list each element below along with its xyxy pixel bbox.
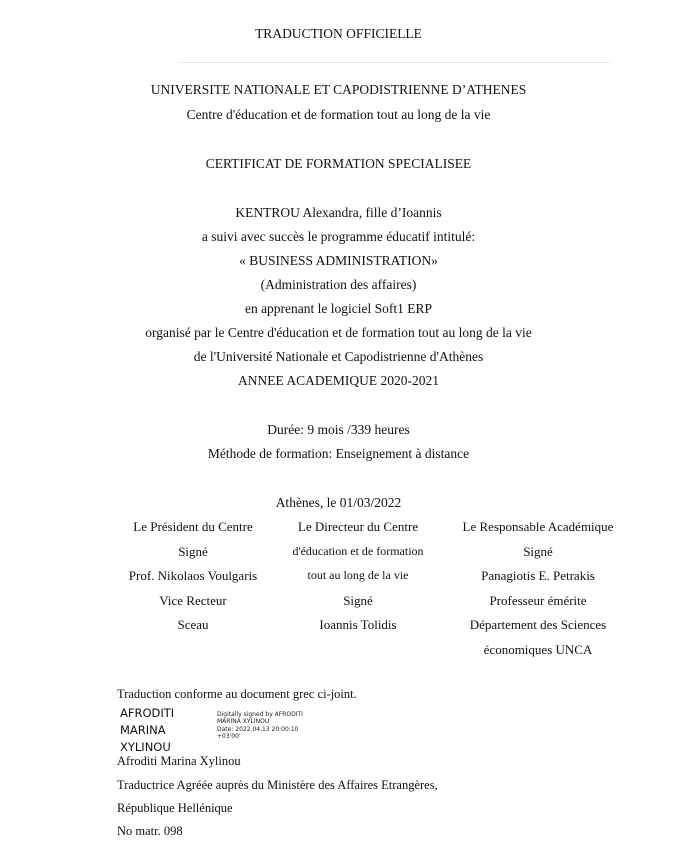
signatory-name: Ioannis Tolidis <box>319 617 397 632</box>
signatory-role: Le Responsable Académique <box>462 519 614 534</box>
signature-signer <box>120 705 174 756</box>
signature-detail-line: MARINA XYLINOU <box>217 718 270 726</box>
place-date: Athènes, le 01/03/2022 <box>275 495 402 510</box>
signatory-role: Le Directeur du Centre <box>297 519 419 534</box>
signatory-role: Le Président du Centre <box>133 519 253 534</box>
software-line: en apprenant le logiciel Soft1 ERP <box>244 301 433 316</box>
signed-label: Signé <box>523 543 553 559</box>
translator-country: République Hellénique <box>117 801 233 815</box>
translator-title: Traductrice Agréée auprès du Ministère des Affaires Etrangères, <box>117 778 438 792</box>
signatory-title: Vice Recteur <box>159 592 227 608</box>
training-method: Méthode de formation: Enseignement à distance <box>207 446 470 461</box>
signatory-academic <box>448 519 628 666</box>
programme-translation: (Administration des affaires) <box>260 277 417 292</box>
university-name: UNIVERSITE NATIONALE ET CAPODISTRIENNE D’ATHENES <box>150 82 527 97</box>
department-line: économiques UNCA <box>483 641 593 657</box>
certificate-title: CERTIFICAT DE FORMATION SPECIALISEE <box>205 156 472 171</box>
signatory-role-cont: d'éducation et de formation <box>292 543 424 558</box>
signed-label: Signé <box>178 543 208 559</box>
translator-registration: No matr. 098 <box>117 824 183 838</box>
signatory-name: Prof. Nikolaos Voulgaris <box>128 568 258 583</box>
signatory-title: Professeur émérite <box>489 592 587 608</box>
signature-detail-line: Digitally signed by AFRODITI <box>217 711 303 718</box>
translation-title: TRADUCTION OFFICIELLE <box>255 26 422 41</box>
duration: Durée: 9 mois /339 heures <box>267 422 410 437</box>
seal-label: Sceau <box>177 617 209 632</box>
translation-conformity: Traduction conforme au document grec ci-joint. <box>117 687 357 701</box>
recipient-line: KENTROU Alexandra, fille d’Ioannis <box>235 205 442 220</box>
digital-signature <box>120 705 370 753</box>
organiser-line: organisé par le Centre d'éducation et de formation tout au long de la vie <box>145 325 532 340</box>
signature-detail-line: +03'00' <box>217 733 241 741</box>
signature-line: MARINA <box>120 723 166 737</box>
signed-label: Signé <box>343 592 373 608</box>
academic-year: ANNEE ACADEMIQUE 2020-2021 <box>238 373 439 388</box>
signatory-president <box>118 519 268 642</box>
completion-line: a suivi avec succès le programme éducatif intitulé: <box>201 229 476 244</box>
programme-name: « BUSINESS ADMINISTRATION» <box>239 253 438 268</box>
signatory-name: Panagiotis E. Petrakis <box>481 568 595 583</box>
signatory-role-cont: tout au long de la vie <box>307 568 409 582</box>
translator-name: Afroditi Marina Xylinou <box>117 754 241 768</box>
signature-line: AFRODITI <box>120 706 175 720</box>
signature-detail-line: Date: 2022.04.13 20:00:10 <box>217 725 299 733</box>
signature-line: XYLINOU <box>120 740 171 754</box>
department-line: Département des Sciences <box>469 617 607 632</box>
centre-name: Centre d'éducation et de formation tout au long de la vie <box>186 107 491 122</box>
signature-details <box>217 711 303 741</box>
university-line: de l'Université Nationale et Capodistrienne d'Athènes <box>193 349 484 364</box>
scan-artifact-line <box>180 62 610 63</box>
signatory-director <box>278 519 438 642</box>
